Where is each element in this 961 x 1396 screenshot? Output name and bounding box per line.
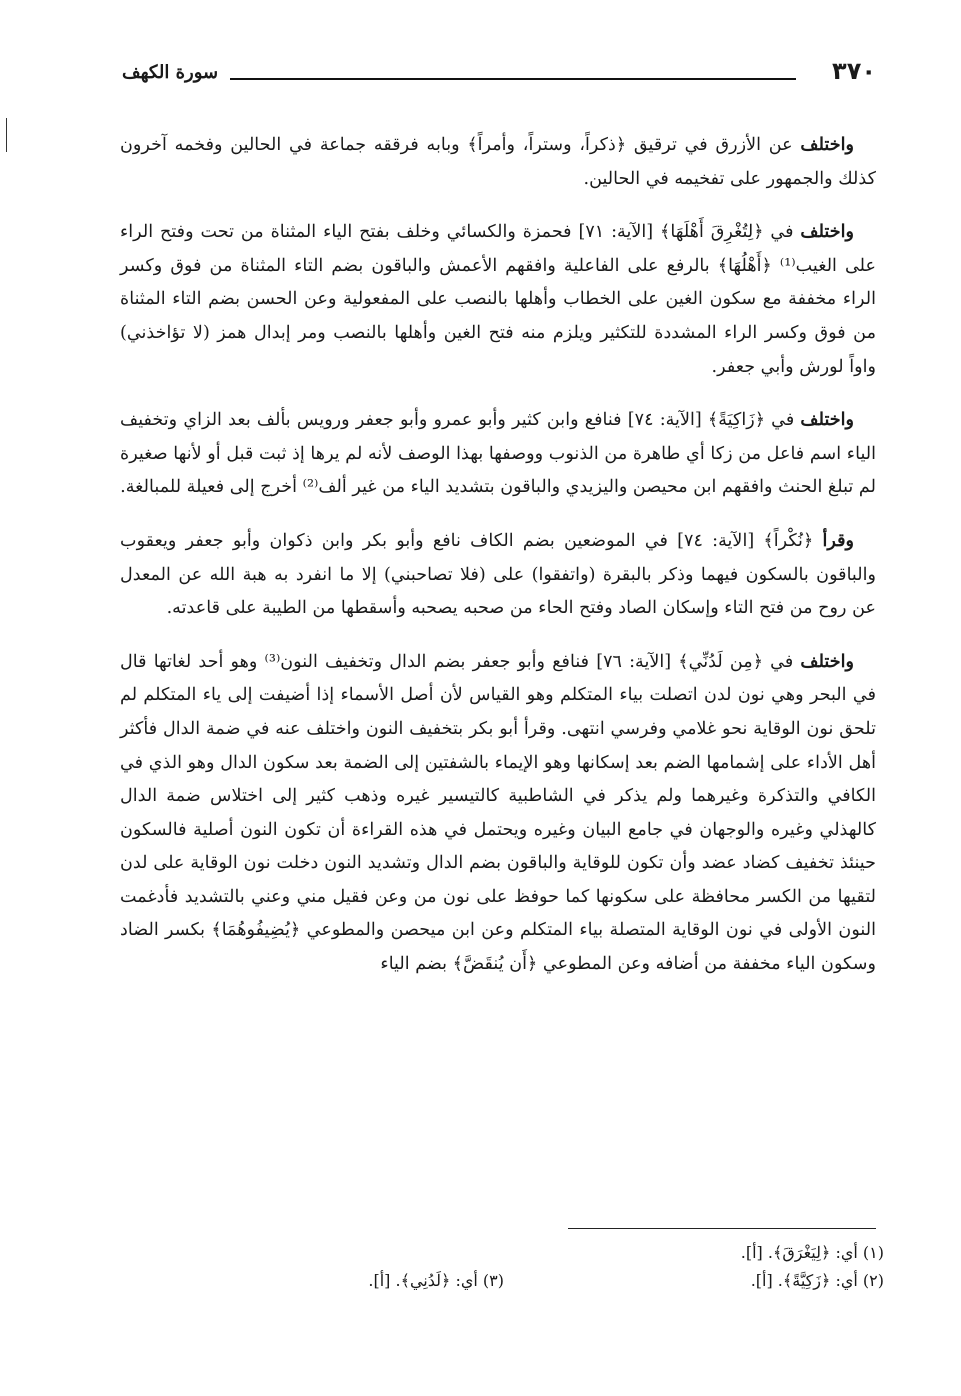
page-number: ٣٧٠ bbox=[832, 57, 876, 85]
surah-title: سورة الكهف bbox=[122, 62, 219, 83]
paragraph-lead: واختلف bbox=[800, 221, 854, 243]
paragraph bbox=[120, 215, 876, 384]
page-header bbox=[122, 56, 876, 90]
paragraph-lead: وقرأ bbox=[822, 529, 854, 551]
paragraph-text: عن الأزرق في ترقيق ﴿ذكراً، وستراً، وأمراً﴾ وبابه فرققه جماعة في الحالين وفخمه آخرون كذلك والجمهور على تفخيمه في الحالين. bbox=[120, 135, 876, 189]
paragraph-text: في ﴿مِن لَدُنِّي﴾ [الآية: ٧٦] فنافع وأبو جعفر بضم الدال وتخفيف النون⁽³⁾ وهو أحد لغاتها قال في البحر وهي نون لدن اتصلت بياء المتكلم وهو القياس لأن أصل الأسماء إذا أضيفت إلى ياء المتكلم لم تلحق نون الوقاية نحو غلامي وفرسي انتهى. وقرأ أبو بكر بتخفيف النون واختلف عنه في ضمة الدال فأكثر أهل الأداء على إشمامها الضم بعد إسكانها وهو الإيماء بالشفتين إلى الضمة بعد سكون الدال وهو الذي في الكافي والتذكرة وغيرهما ولم يذكر في الشاطبية كالتيسير غيره وذهب كثير إلى اختلاس ضمة الدال كالهذلي وغيره والوجهان في جامع البيان وغيره ويحتمل في هذه القراءة أن تكون النون أصلية فالسكون حينئذ تخفيف كضاد عضد وأن تكون للوقاية والباقون بضم الدال وتشديد النون دخلت نون الوقاية على لدن لتقيها من الكسر محافظة على سكونها كما حوفظ على نون من وعن فقيل مني وعني بالتشديد فأدغمت النون الأولى في نون الوقاية المتصلة بياء المتكلم وعن ابن ميحصن والمطوعي ﴿يُضِيفُوهُمَا﴾ بكسر الضاد وسكون الياء مخففة من أضافه وعن المطوعي ﴿أَن يُنقَضَّ﴾ بضم الياء bbox=[120, 651, 876, 975]
footnote: (٢) أي: ﴿زَكِيَّةً﴾. [أ]. bbox=[750, 1271, 884, 1290]
paragraph-text: في ﴿لِتُغْرِقَ أَهْلَهَا﴾ [الآية: ٧١] فحمزة والكسائي وخلف بفتح الياء المثناة من تحت وفتح الراء على الغيب⁽¹⁾ ﴿أَهْلُهَا﴾ بالرفع على الفاعلية وافقهم الأعمش والباقون بضم التاء المثناة من فوق وكسر الراء مخففة مع سكون الغين على الخطاب وأهلها بالنصب على المفعولية وعن الحسن بضم التاء المثناة من فوق وكسر الراء المشددة للتكثير ويلزم منه فتح الغين وأهلها بالنصب ومر إبدال همز (لا تؤاخذني) واواً لورش وأبي جعفر. bbox=[120, 222, 876, 377]
paragraph-lead: واختلف bbox=[800, 134, 854, 155]
paragraph bbox=[120, 524, 876, 626]
footnote: (٣) أي: ﴿لَدُنِي﴾. [أ]. bbox=[368, 1271, 504, 1290]
margin-mark bbox=[6, 118, 7, 152]
paragraph bbox=[120, 128, 876, 196]
footnotes bbox=[120, 1240, 884, 1320]
paragraph bbox=[120, 645, 876, 982]
paragraph-lead: واختلف bbox=[800, 409, 855, 431]
paragraph-lead: واختلف bbox=[800, 650, 854, 672]
paragraph-text: ﴿نُكْراً﴾ [الآية: ٧٤] في الموضعين بضم الكاف نافع وأبو بكر وابن ذكوان وأبو جعفر ويعقوب والباقون بالسكون فيهما وذكر بالبقرة (واتفقوا) على (فلا تصاحبني) إلا ما انفرد به هبة الله عن المعدل عن روح من فتح التاء وإسكان الصاد وفتح الحاء من صحبه يصحبه وأسقطها من الطيبة على قاعدته. bbox=[120, 530, 876, 619]
header-rule bbox=[230, 78, 796, 80]
main-text bbox=[120, 128, 876, 1001]
paragraph-text: في ﴿زَاكِيَةً﴾ [الآية: ٧٤] فنافع وابن كثير وأبو عمرو وأبو جعفر ورويس بألف بعد الزاي وتخفيف الياء اسم فاعل من زكا أي طاهرة من الذنوب ووصفها بهذا الوصف لأنه لم يرها إذ ثبت قبل أو لأنها صغيرة لم تبلغ الحنث وافقهم ابن محيصن واليزيدي والباقون بتشديد الياء من غير ألف⁽²⁾ أخرج إلى فعيلة للمبالغة. bbox=[120, 410, 876, 498]
footnote-rule bbox=[568, 1228, 876, 1229]
footnote: (١) أي: ﴿لِيَغْرَقَ﴾. [أ]. bbox=[740, 1243, 884, 1262]
paragraph bbox=[120, 403, 876, 505]
